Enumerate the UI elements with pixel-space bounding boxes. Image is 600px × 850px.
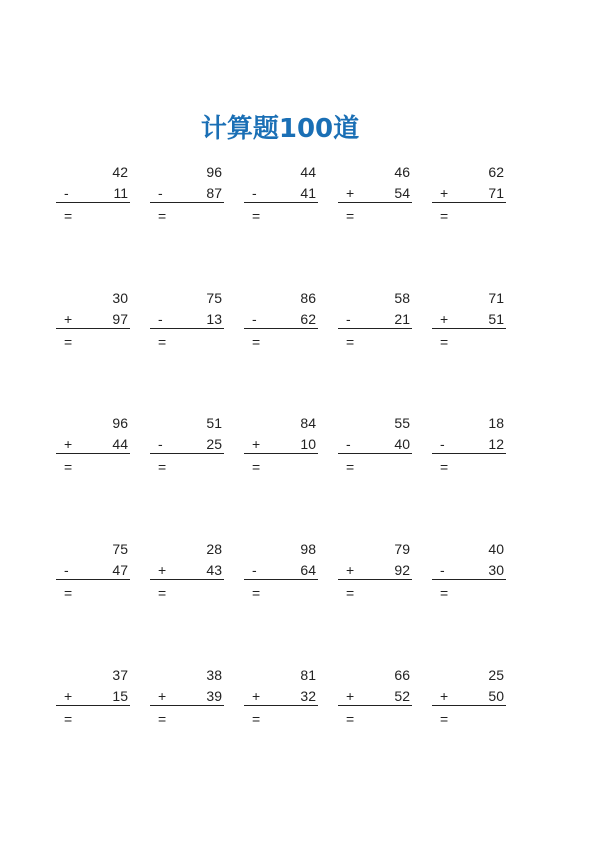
operator-sign: + xyxy=(158,688,167,704)
second-operand: 43 xyxy=(206,562,222,578)
problem-r4-c5 xyxy=(432,541,506,611)
first-operand: 18 xyxy=(488,415,504,431)
second-operand: 11 xyxy=(113,185,128,201)
problem-r4-c1 xyxy=(56,541,130,611)
first-operand: 30 xyxy=(112,290,128,306)
problem-r2-c5 xyxy=(432,290,506,360)
operator-sign: + xyxy=(252,436,261,452)
first-operand: 62 xyxy=(488,164,504,180)
first-operand: 51 xyxy=(206,415,222,431)
problem-r1-c1 xyxy=(56,164,130,234)
equals-sign: = xyxy=(440,711,449,727)
equals-sign: = xyxy=(440,208,449,224)
second-operand: 54 xyxy=(394,185,410,201)
equals-sign: = xyxy=(158,208,167,224)
second-operand: 44 xyxy=(112,436,128,452)
operator-sign: - xyxy=(346,436,351,452)
answer-divider-line xyxy=(338,328,412,329)
problem-r3-c3 xyxy=(244,415,318,485)
first-operand: 71 xyxy=(488,290,504,306)
second-operand: 64 xyxy=(300,562,316,578)
second-operand: 47 xyxy=(112,562,128,578)
operator-sign: - xyxy=(252,311,257,327)
equals-sign: = xyxy=(346,711,355,727)
second-operand: 32 xyxy=(300,688,316,704)
answer-divider-line xyxy=(56,202,130,203)
operator-sign: - xyxy=(252,562,257,578)
second-operand: 52 xyxy=(394,688,410,704)
problem-r4-c4 xyxy=(338,541,412,611)
equals-sign: = xyxy=(64,208,73,224)
first-operand: 38 xyxy=(206,667,222,683)
second-operand: 15 xyxy=(112,688,128,704)
problem-r1-c2 xyxy=(150,164,224,234)
problem-r4-c3 xyxy=(244,541,318,611)
second-operand: 50 xyxy=(488,688,504,704)
operator-sign: - xyxy=(346,311,351,327)
answer-divider-line xyxy=(56,453,130,454)
operator-sign: - xyxy=(158,311,163,327)
answer-divider-line xyxy=(150,705,224,706)
second-operand: 12 xyxy=(488,436,504,452)
operator-sign: + xyxy=(440,311,449,327)
first-operand: 58 xyxy=(394,290,410,306)
first-operand: 96 xyxy=(206,164,222,180)
equals-sign: = xyxy=(64,585,73,601)
second-operand: 71 xyxy=(488,185,504,201)
second-operand: 39 xyxy=(206,688,222,704)
first-operand: 84 xyxy=(300,415,316,431)
operator-sign: + xyxy=(158,562,167,578)
answer-divider-line xyxy=(338,705,412,706)
equals-sign: = xyxy=(252,334,261,350)
problem-r1-c3 xyxy=(244,164,318,234)
equals-sign: = xyxy=(64,459,73,475)
operator-sign: + xyxy=(252,688,261,704)
operator-sign: + xyxy=(64,311,73,327)
first-operand: 42 xyxy=(112,164,128,180)
equals-sign: = xyxy=(158,585,167,601)
answer-divider-line xyxy=(244,453,318,454)
answer-divider-line xyxy=(432,453,506,454)
operator-sign: - xyxy=(64,185,69,201)
answer-divider-line xyxy=(432,705,506,706)
first-operand: 96 xyxy=(112,415,128,431)
page-title: 计算题100道 xyxy=(200,114,360,144)
answer-divider-line xyxy=(244,328,318,329)
equals-sign: = xyxy=(252,459,261,475)
equals-sign: = xyxy=(346,208,355,224)
operator-sign: + xyxy=(64,436,73,452)
equals-sign: = xyxy=(440,585,449,601)
second-operand: 62 xyxy=(300,311,316,327)
answer-divider-line xyxy=(150,328,224,329)
first-operand: 37 xyxy=(112,667,128,683)
answer-divider-line xyxy=(56,328,130,329)
answer-divider-line xyxy=(432,328,506,329)
first-operand: 86 xyxy=(300,290,316,306)
answer-divider-line xyxy=(244,202,318,203)
second-operand: 40 xyxy=(394,436,410,452)
equals-sign: = xyxy=(158,334,167,350)
answer-divider-line xyxy=(338,579,412,580)
first-operand: 25 xyxy=(488,667,504,683)
second-operand: 30 xyxy=(488,562,504,578)
second-operand: 97 xyxy=(112,311,128,327)
operator-sign: + xyxy=(64,688,73,704)
first-operand: 44 xyxy=(300,164,316,180)
operator-sign: - xyxy=(158,185,163,201)
problem-r3-c5 xyxy=(432,415,506,485)
problem-r1-c4 xyxy=(338,164,412,234)
second-operand: 87 xyxy=(206,185,222,201)
first-operand: 55 xyxy=(394,415,410,431)
first-operand: 75 xyxy=(206,290,222,306)
equals-sign: = xyxy=(252,208,261,224)
answer-divider-line xyxy=(338,202,412,203)
operator-sign: + xyxy=(440,688,449,704)
answer-divider-line xyxy=(432,202,506,203)
second-operand: 21 xyxy=(394,311,410,327)
first-operand: 46 xyxy=(394,164,410,180)
equals-sign: = xyxy=(440,334,449,350)
first-operand: 98 xyxy=(300,541,316,557)
problem-r3-c4 xyxy=(338,415,412,485)
problem-r3-c1 xyxy=(56,415,130,485)
first-operand: 75 xyxy=(112,541,128,557)
problem-r3-c2 xyxy=(150,415,224,485)
problem-r5-c5 xyxy=(432,667,506,737)
operator-sign: + xyxy=(346,185,355,201)
operator-sign: + xyxy=(440,185,449,201)
problem-r4-c2 xyxy=(150,541,224,611)
second-operand: 51 xyxy=(488,311,504,327)
operator-sign: - xyxy=(158,436,163,452)
operator-sign: + xyxy=(346,562,355,578)
operator-sign: + xyxy=(346,688,355,704)
answer-divider-line xyxy=(244,705,318,706)
problem-r2-c4 xyxy=(338,290,412,360)
equals-sign: = xyxy=(64,711,73,727)
second-operand: 92 xyxy=(394,562,410,578)
equals-sign: = xyxy=(252,711,261,727)
first-operand: 66 xyxy=(394,667,410,683)
problem-r5-c4 xyxy=(338,667,412,737)
first-operand: 40 xyxy=(488,541,504,557)
equals-sign: = xyxy=(346,585,355,601)
answer-divider-line xyxy=(56,579,130,580)
problem-r5-c2 xyxy=(150,667,224,737)
equals-sign: = xyxy=(346,334,355,350)
answer-divider-line xyxy=(432,579,506,580)
second-operand: 13 xyxy=(206,311,222,327)
second-operand: 25 xyxy=(206,436,222,452)
second-operand: 10 xyxy=(300,436,316,452)
equals-sign: = xyxy=(346,459,355,475)
first-operand: 81 xyxy=(300,667,316,683)
problem-r2-c2 xyxy=(150,290,224,360)
operator-sign: - xyxy=(252,185,257,201)
operator-sign: - xyxy=(64,562,69,578)
problem-r5-c1 xyxy=(56,667,130,737)
equals-sign: = xyxy=(158,459,167,475)
equals-sign: = xyxy=(252,585,261,601)
operator-sign: - xyxy=(440,562,445,578)
answer-divider-line xyxy=(150,453,224,454)
problem-r2-c1 xyxy=(56,290,130,360)
equals-sign: = xyxy=(440,459,449,475)
problem-r1-c5 xyxy=(432,164,506,234)
operator-sign: - xyxy=(440,436,445,452)
answer-divider-line xyxy=(244,579,318,580)
answer-divider-line xyxy=(150,202,224,203)
problem-r5-c3 xyxy=(244,667,318,737)
answer-divider-line xyxy=(338,453,412,454)
equals-sign: = xyxy=(158,711,167,727)
first-operand: 79 xyxy=(394,541,410,557)
equals-sign: = xyxy=(64,334,73,350)
answer-divider-line xyxy=(56,705,130,706)
answer-divider-line xyxy=(150,579,224,580)
second-operand: 41 xyxy=(300,185,316,201)
problem-r2-c3 xyxy=(244,290,318,360)
first-operand: 28 xyxy=(206,541,222,557)
